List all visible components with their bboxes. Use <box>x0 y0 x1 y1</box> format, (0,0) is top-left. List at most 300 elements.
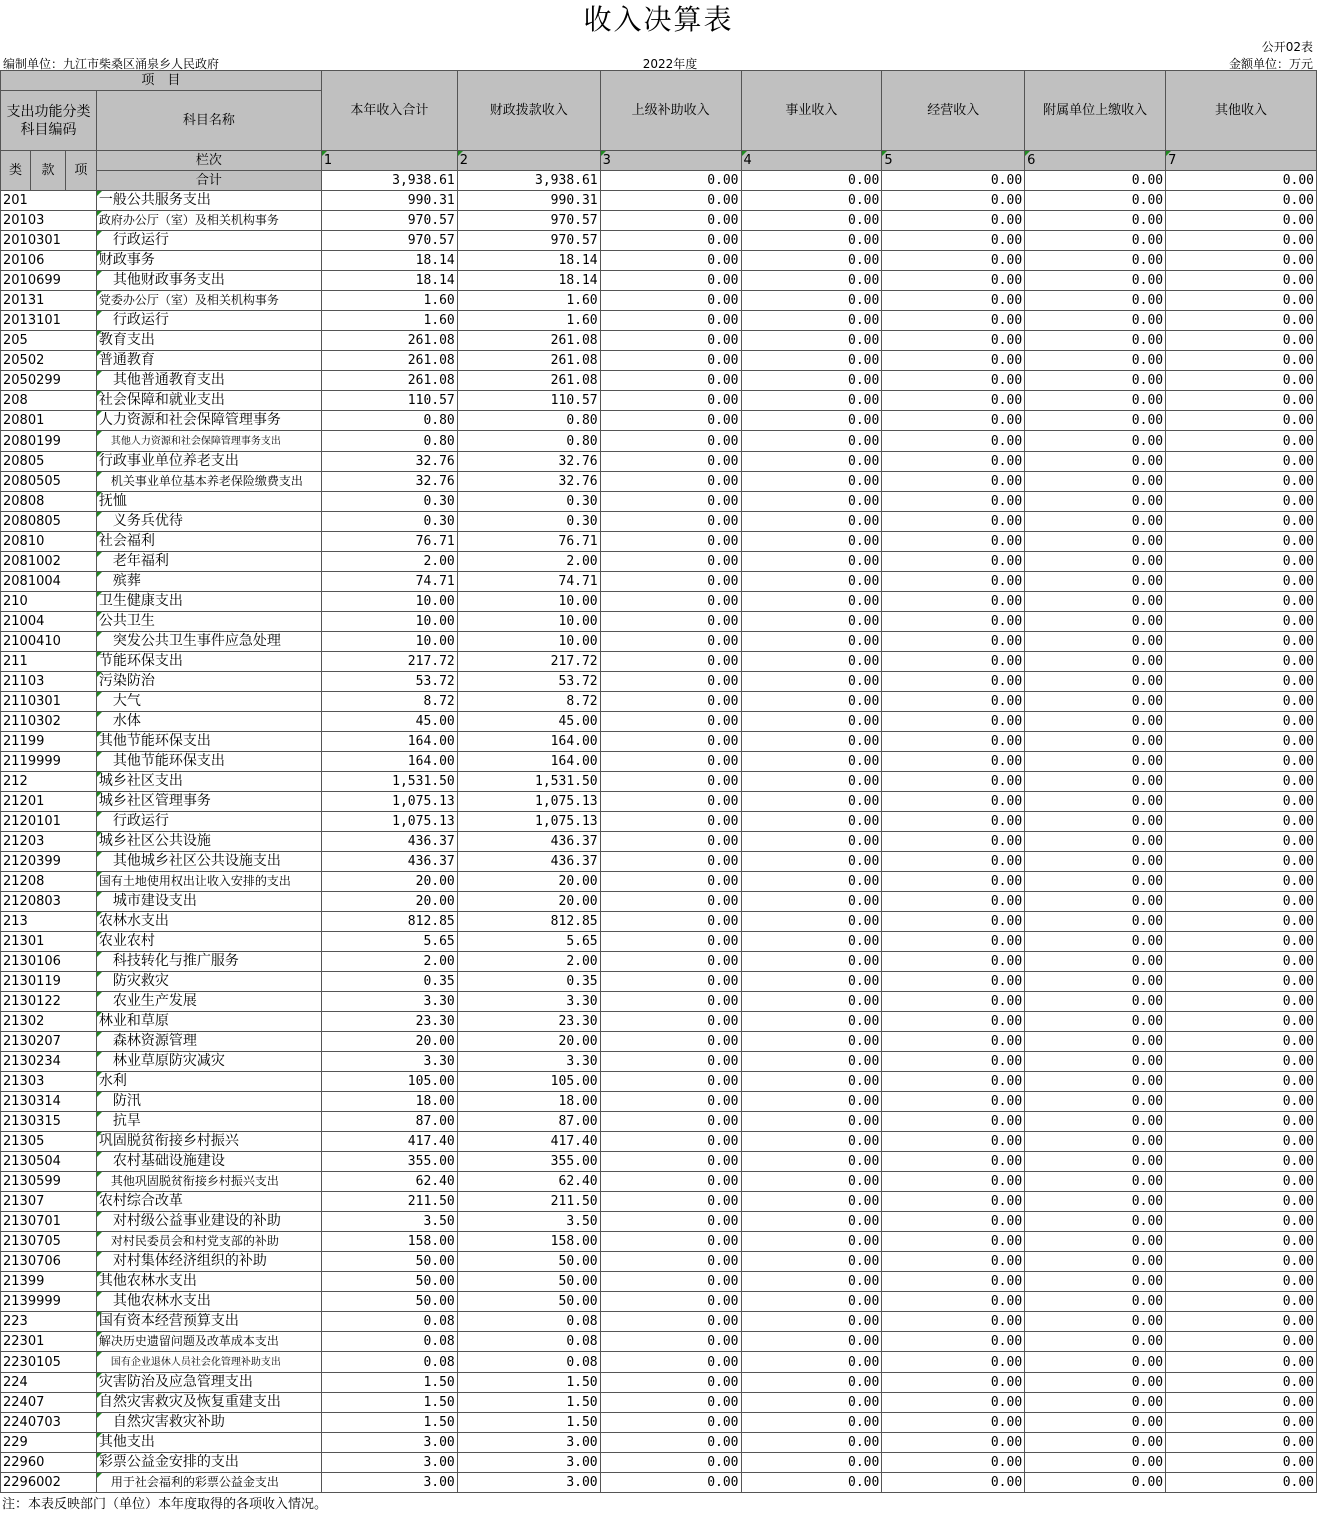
amount-cell: 0.08 <box>457 1352 600 1373</box>
amount-cell: 0.00 <box>882 1332 1025 1352</box>
amount-cell: 0.00 <box>600 1012 741 1032</box>
cell-marker-icon <box>97 932 102 937</box>
subject-name: 其他普通教育支出 <box>96 371 321 391</box>
amount-cell: 0.00 <box>1166 1373 1317 1393</box>
subject-code: 2110301 <box>1 692 97 712</box>
amount-cell: 0.00 <box>1025 1152 1166 1172</box>
amount-cell: 0.00 <box>741 1453 882 1473</box>
subject-code: 22960 <box>1 1453 97 1473</box>
amount-cell: 0.00 <box>1166 972 1317 992</box>
amount-cell: 0.00 <box>600 792 741 812</box>
table-row <box>1 852 1317 872</box>
subject-code: 2139999 <box>1 1292 97 1312</box>
amount-cell: 0.00 <box>741 191 882 211</box>
cell-marker-icon <box>97 271 102 276</box>
subject-code: 21307 <box>1 1192 97 1212</box>
amount-cell: 0.00 <box>1025 1473 1166 1493</box>
total-label: 合计 <box>96 171 321 191</box>
amount-cell: 20.00 <box>321 1032 457 1052</box>
amount-cell: 0.00 <box>1025 772 1166 792</box>
amount-cell: 261.08 <box>321 331 457 351</box>
cell-marker-icon <box>97 772 102 777</box>
amount-cell: 0.00 <box>1025 732 1166 752</box>
amount-cell: 0.00 <box>1025 1232 1166 1252</box>
amount-cell: 0.00 <box>882 892 1025 912</box>
subject-code: 2240703 <box>1 1413 97 1433</box>
amount-cell: 0.00 <box>1166 652 1317 672</box>
amount-cell: 10.00 <box>457 632 600 652</box>
subject-code: 21208 <box>1 872 97 892</box>
amount-cell: 0.00 <box>882 1352 1025 1373</box>
table-row <box>1 1272 1317 1292</box>
amount-cell: 0.00 <box>1166 452 1317 472</box>
amount-cell: 0.00 <box>1025 371 1166 391</box>
subject-name: 彩票公益金安排的支出 <box>96 1453 321 1473</box>
cell-marker-icon <box>97 351 102 356</box>
amount-cell: 0.00 <box>1025 351 1166 371</box>
amount-cell: 0.00 <box>741 872 882 892</box>
amount-cell: 1.60 <box>457 311 600 331</box>
amount-cell: 0.00 <box>600 1373 741 1393</box>
amount-cell: 0.00 <box>882 391 1025 411</box>
amount-cell: 0.00 <box>882 191 1025 211</box>
amount-cell: 0.00 <box>741 892 882 912</box>
subject-name: 科技转化与推广服务 <box>96 952 321 972</box>
amount-cell: 211.50 <box>321 1192 457 1212</box>
amount-cell: 0.00 <box>600 1152 741 1172</box>
amount-cell: 0.00 <box>600 1212 741 1232</box>
amount-cell: 0.00 <box>882 552 1025 572</box>
amount-cell: 0.00 <box>1166 1172 1317 1192</box>
subject-code: 21399 <box>1 1272 97 1292</box>
amount-cell: 1,075.13 <box>457 792 600 812</box>
amount-cell: 0.00 <box>741 1252 882 1272</box>
amount-cell: 0.00 <box>1025 1112 1166 1132</box>
subject-name: 城乡社区公共设施 <box>96 832 321 852</box>
amount-cell: 0.00 <box>882 1433 1025 1453</box>
amount-cell: 0.00 <box>882 371 1025 391</box>
table-row <box>1 912 1317 932</box>
subject-code: 2119999 <box>1 752 97 772</box>
subject-code: 20103 <box>1 211 97 231</box>
amount-cell: 0.00 <box>600 1312 741 1332</box>
amount-cell: 0.00 <box>741 411 882 431</box>
subject-name: 社会福利 <box>96 532 321 552</box>
amount-cell: 0.00 <box>1166 612 1317 632</box>
amount-cell: 0.00 <box>1166 852 1317 872</box>
amount-cell: 0.00 <box>741 311 882 331</box>
amount-cell: 0.00 <box>882 1473 1025 1493</box>
amount-cell: 0.00 <box>600 1393 741 1413</box>
amount-cell: 0.00 <box>741 512 882 532</box>
subject-name: 其他农林水支出 <box>96 1292 321 1312</box>
amount-cell: 0.00 <box>1166 371 1317 391</box>
amount-cell: 0.00 <box>741 1373 882 1393</box>
amount-cell: 0.00 <box>741 1012 882 1032</box>
table-row <box>1 532 1317 552</box>
table-row <box>1 351 1317 371</box>
amount-cell: 0.00 <box>1166 431 1317 452</box>
amount-cell: 164.00 <box>457 752 600 772</box>
cell-marker-icon <box>97 572 102 577</box>
amount-cell: 0.00 <box>741 1393 882 1413</box>
amount-cell: 0.00 <box>600 1433 741 1453</box>
amount-cell: 0.00 <box>741 371 882 391</box>
cell-marker-icon <box>97 191 102 196</box>
amount-cell: 417.40 <box>457 1132 600 1152</box>
subject-name: 突发公共卫生事件应急处理 <box>96 632 321 652</box>
amount-cell: 0.00 <box>882 1132 1025 1152</box>
subject-name: 行政事业单位养老支出 <box>96 452 321 472</box>
amount-cell: 0.08 <box>457 1312 600 1332</box>
cell-marker-icon <box>97 512 102 517</box>
amount-cell: 0.00 <box>1025 632 1166 652</box>
amount-cell: 436.37 <box>321 832 457 852</box>
subject-name: 节能环保支出 <box>96 652 321 672</box>
amount-cell: 0.00 <box>1166 1332 1317 1352</box>
amount-cell: 0.00 <box>1025 1272 1166 1292</box>
subject-code: 21199 <box>1 732 97 752</box>
amount-cell: 0.00 <box>1025 672 1166 692</box>
cell-marker-icon <box>97 952 102 957</box>
amount-cell: 0.00 <box>1025 331 1166 351</box>
amount-cell: 5.65 <box>321 932 457 952</box>
amount-cell: 0.00 <box>882 291 1025 311</box>
subject-name: 国有土地使用权出让收入安排的支出 <box>96 872 321 892</box>
amount-cell: 3.30 <box>457 992 600 1012</box>
amount-cell: 0.08 <box>321 1332 457 1352</box>
amount-cell: 0.00 <box>741 752 882 772</box>
amount-cell: 0.00 <box>1025 1212 1166 1232</box>
cell-marker-icon <box>97 692 102 697</box>
col-number: 7 <box>1166 151 1317 171</box>
amount-cell: 0.00 <box>741 1232 882 1252</box>
amount-cell: 217.72 <box>321 652 457 672</box>
amount-cell: 8.72 <box>457 692 600 712</box>
cell-marker-icon <box>97 1292 102 1297</box>
amount-cell: 18.14 <box>457 251 600 271</box>
amount-cell: 0.00 <box>1166 1272 1317 1292</box>
amount-cell: 0.00 <box>1166 191 1317 211</box>
amount-cell: 1.50 <box>321 1373 457 1393</box>
amount-cell: 0.00 <box>741 972 882 992</box>
table-row <box>1 1473 1317 1493</box>
amount-cell: 0.00 <box>600 251 741 271</box>
amount-cell: 18.14 <box>457 271 600 291</box>
amount-cell: 74.71 <box>321 572 457 592</box>
amount-cell: 0.00 <box>600 492 741 512</box>
amount-cell: 261.08 <box>457 351 600 371</box>
cell-marker-icon <box>97 1373 102 1378</box>
subject-code: 201 <box>1 191 97 211</box>
amount-cell: 87.00 <box>321 1112 457 1132</box>
subject-code: 22301 <box>1 1332 97 1352</box>
amount-cell: 0.00 <box>600 1413 741 1433</box>
amount-cell: 970.57 <box>457 231 600 251</box>
amount-cell: 1,075.13 <box>321 792 457 812</box>
table-row <box>1 632 1317 652</box>
subject-code: 20502 <box>1 351 97 371</box>
cell-marker-icon <box>97 852 102 857</box>
kuan-header: 款 <box>30 151 65 191</box>
amount-cell: 0.00 <box>1025 191 1166 211</box>
cell-marker-icon <box>97 1172 102 1177</box>
amount-cell: 0.00 <box>600 1052 741 1072</box>
cell-marker-icon <box>97 792 102 797</box>
amount-cell: 0.00 <box>600 892 741 912</box>
cell-marker-icon <box>97 1413 102 1418</box>
amount-cell: 3.00 <box>457 1473 600 1493</box>
amount-cell: 0.80 <box>457 431 600 452</box>
amount-cell: 0.00 <box>1025 391 1166 411</box>
amount-cell: 0.00 <box>741 1032 882 1052</box>
subject-name: 人力资源和社会保障管理事务 <box>96 411 321 431</box>
amount-cell: 0.00 <box>1025 892 1166 912</box>
cell-marker-icon <box>97 472 102 477</box>
amount-cell: 0.00 <box>600 812 741 832</box>
amount-cell: 0.00 <box>882 752 1025 772</box>
subject-name: 国有企业退休人员社会化管理补助支出 <box>96 1352 321 1373</box>
subject-name: 其他节能环保支出 <box>96 732 321 752</box>
amount-cell: 0.00 <box>882 1413 1025 1433</box>
amount-cell: 0.00 <box>600 1112 741 1132</box>
amount-cell: 0.00 <box>1166 291 1317 311</box>
amount-cell: 0.00 <box>600 692 741 712</box>
amount-cell: 0.00 <box>882 712 1025 732</box>
cell-marker-icon <box>97 732 102 737</box>
reporting-unit: 编制单位：九江市柴桑区涌泉乡人民政府 <box>3 57 220 71</box>
subject-name: 其他巩固脱贫衔接乡村振兴支出 <box>96 1172 321 1192</box>
amount-cell: 0.00 <box>1166 832 1317 852</box>
amount-cell: 0.00 <box>1025 712 1166 732</box>
amount-cell: 990.31 <box>321 191 457 211</box>
amount-cell: 0.00 <box>882 331 1025 351</box>
amount-unit: 金额单位：万元 <box>1228 57 1313 71</box>
subject-code: 21302 <box>1 1012 97 1032</box>
amount-cell: 0.00 <box>1025 1092 1166 1112</box>
amount-cell: 0.00 <box>741 1092 882 1112</box>
subject-name: 林业草原防灾减灾 <box>96 1052 321 1072</box>
amount-cell: 0.00 <box>882 1292 1025 1312</box>
amount-cell: 8.72 <box>321 692 457 712</box>
amount-cell: 3.00 <box>321 1433 457 1453</box>
subject-code: 2296002 <box>1 1473 97 1493</box>
amount-cell: 0.00 <box>1025 431 1166 452</box>
amount-cell: 0.00 <box>1166 772 1317 792</box>
amount-cell: 0.00 <box>1166 1473 1317 1493</box>
amount-cell: 0.00 <box>1166 271 1317 291</box>
subject-name: 农村基础设施建设 <box>96 1152 321 1172</box>
amount-cell: 0.00 <box>882 872 1025 892</box>
cell-marker-icon <box>97 1092 102 1097</box>
total-cell: 3,938.61 <box>457 171 600 191</box>
amount-cell: 0.00 <box>600 1252 741 1272</box>
amount-cell: 32.76 <box>321 452 457 472</box>
cell-marker-icon <box>97 872 102 877</box>
amount-cell: 261.08 <box>321 351 457 371</box>
amount-cell: 0.00 <box>1166 592 1317 612</box>
amount-cell: 0.00 <box>882 772 1025 792</box>
table-row <box>1 1232 1317 1252</box>
total-cell: 0.00 <box>882 171 1025 191</box>
amount-cell: 0.00 <box>1166 331 1317 351</box>
amount-cell: 0.00 <box>882 532 1025 552</box>
amount-cell: 10.00 <box>321 592 457 612</box>
amount-cell: 0.00 <box>1166 1112 1317 1132</box>
amount-cell: 3.30 <box>457 1052 600 1072</box>
amount-cell: 0.00 <box>882 1052 1025 1072</box>
amount-cell: 0.00 <box>600 1172 741 1192</box>
table-row <box>1 1373 1317 1393</box>
amount-cell: 0.00 <box>1166 1192 1317 1212</box>
amount-cell: 0.00 <box>600 411 741 431</box>
amount-cell: 50.00 <box>457 1252 600 1272</box>
cell-marker-icon <box>97 1453 102 1458</box>
amount-cell: 0.00 <box>741 271 882 291</box>
amount-cell: 0.00 <box>600 952 741 972</box>
table-row <box>1 1332 1317 1352</box>
income-table <box>0 70 1317 1493</box>
table-row <box>1 792 1317 812</box>
amount-cell: 0.00 <box>741 1272 882 1292</box>
amount-cell: 3.00 <box>321 1453 457 1473</box>
cell-marker-icon <box>97 1433 102 1438</box>
amount-cell: 0.00 <box>600 191 741 211</box>
amount-cell: 417.40 <box>321 1132 457 1152</box>
amount-cell: 50.00 <box>321 1252 457 1272</box>
cell-marker-icon <box>97 1112 102 1117</box>
cell-marker-icon <box>97 371 102 376</box>
cell-marker-icon <box>97 532 102 537</box>
table-row <box>1 672 1317 692</box>
amount-cell: 0.00 <box>1025 572 1166 592</box>
subject-name: 对村集体经济组织的补助 <box>96 1252 321 1272</box>
amount-cell: 23.30 <box>457 1012 600 1032</box>
total-cell: 0.00 <box>1025 171 1166 191</box>
cell-marker-icon <box>97 1473 102 1478</box>
subject-code: 2050299 <box>1 371 97 391</box>
amount-cell: 0.00 <box>741 1312 882 1332</box>
amount-cell: 0.00 <box>600 1132 741 1152</box>
table-row <box>1 1192 1317 1212</box>
amount-cell: 0.00 <box>741 1132 882 1152</box>
table-row <box>1 472 1317 492</box>
amount-cell: 10.00 <box>321 612 457 632</box>
amount-cell: 45.00 <box>321 712 457 732</box>
amount-cell: 0.00 <box>1025 1332 1166 1352</box>
cell-marker-icon <box>97 1272 102 1277</box>
subject-name: 社会保障和就业支出 <box>96 391 321 411</box>
amount-cell: 0.00 <box>882 1092 1025 1112</box>
amount-cell: 436.37 <box>457 832 600 852</box>
subject-name: 城乡社区管理事务 <box>96 792 321 812</box>
amount-cell: 0.00 <box>1166 552 1317 572</box>
table-row <box>1 692 1317 712</box>
amount-cell: 76.71 <box>321 532 457 552</box>
amount-cell: 20.00 <box>321 892 457 912</box>
amount-cell: 0.00 <box>1166 792 1317 812</box>
amount-cell: 0.00 <box>1025 1132 1166 1152</box>
amount-cell: 0.00 <box>600 1332 741 1352</box>
amount-cell: 0.00 <box>600 932 741 952</box>
subject-name: 教育支出 <box>96 331 321 351</box>
subject-code: 2130701 <box>1 1212 97 1232</box>
amount-cell: 18.00 <box>321 1092 457 1112</box>
amount-cell: 1.50 <box>457 1373 600 1393</box>
subject-name: 行政运行 <box>96 812 321 832</box>
amount-cell: 0.00 <box>882 1453 1025 1473</box>
col-header: 本年收入合计 <box>321 71 457 151</box>
subject-name: 行政运行 <box>96 231 321 251</box>
table-row <box>1 572 1317 592</box>
amount-cell: 0.00 <box>1025 592 1166 612</box>
amount-cell: 261.08 <box>457 371 600 391</box>
amount-cell: 0.00 <box>1025 692 1166 712</box>
cell-marker-icon <box>97 1032 102 1037</box>
amount-cell: 0.30 <box>457 512 600 532</box>
amount-cell: 0.08 <box>457 1332 600 1352</box>
amount-cell: 0.00 <box>1166 1232 1317 1252</box>
amount-cell: 3.00 <box>321 1473 457 1493</box>
amount-cell: 0.00 <box>882 512 1025 532</box>
subject-code: 2080505 <box>1 472 97 492</box>
subject-code: 2130706 <box>1 1252 97 1272</box>
amount-cell: 0.08 <box>321 1312 457 1332</box>
amount-cell: 0.00 <box>1166 472 1317 492</box>
cell-marker-icon <box>97 992 102 997</box>
amount-cell: 355.00 <box>457 1152 600 1172</box>
col-header: 上级补助收入 <box>600 71 741 151</box>
amount-cell: 53.72 <box>457 672 600 692</box>
amount-cell: 0.00 <box>741 612 882 632</box>
amount-cell: 0.00 <box>1166 892 1317 912</box>
amount-cell: 0.00 <box>1166 492 1317 512</box>
amount-cell: 0.00 <box>882 692 1025 712</box>
amount-cell: 0.00 <box>741 351 882 371</box>
amount-cell: 0.00 <box>882 952 1025 972</box>
amount-cell: 3.00 <box>457 1433 600 1453</box>
table-row <box>1 652 1317 672</box>
amount-cell: 20.00 <box>457 892 600 912</box>
amount-cell: 0.35 <box>321 972 457 992</box>
amount-cell: 164.00 <box>457 732 600 752</box>
subject-code: 210 <box>1 592 97 612</box>
subject-code: 2010301 <box>1 231 97 251</box>
amount-cell: 0.00 <box>1166 1453 1317 1473</box>
amount-cell: 0.00 <box>741 572 882 592</box>
amount-cell: 62.40 <box>457 1172 600 1192</box>
subject-code: 2130119 <box>1 972 97 992</box>
cell-marker-icon <box>97 1232 102 1237</box>
amount-cell: 0.00 <box>741 732 882 752</box>
amount-cell: 164.00 <box>321 752 457 772</box>
amount-cell: 0.00 <box>882 1172 1025 1192</box>
cell-marker-icon <box>97 431 102 436</box>
amount-cell: 18.00 <box>457 1092 600 1112</box>
amount-cell: 0.00 <box>882 311 1025 331</box>
table-row <box>1 311 1317 331</box>
table-row <box>1 271 1317 291</box>
amount-cell: 0.00 <box>1025 1012 1166 1032</box>
cell-marker-icon <box>97 391 102 396</box>
amount-cell: 0.00 <box>882 592 1025 612</box>
amount-cell: 2.00 <box>321 552 457 572</box>
cell-marker-icon <box>97 1332 102 1337</box>
amount-cell: 50.00 <box>457 1272 600 1292</box>
amount-cell: 0.00 <box>1025 1373 1166 1393</box>
amount-cell: 0.00 <box>882 411 1025 431</box>
amount-cell: 0.00 <box>882 672 1025 692</box>
